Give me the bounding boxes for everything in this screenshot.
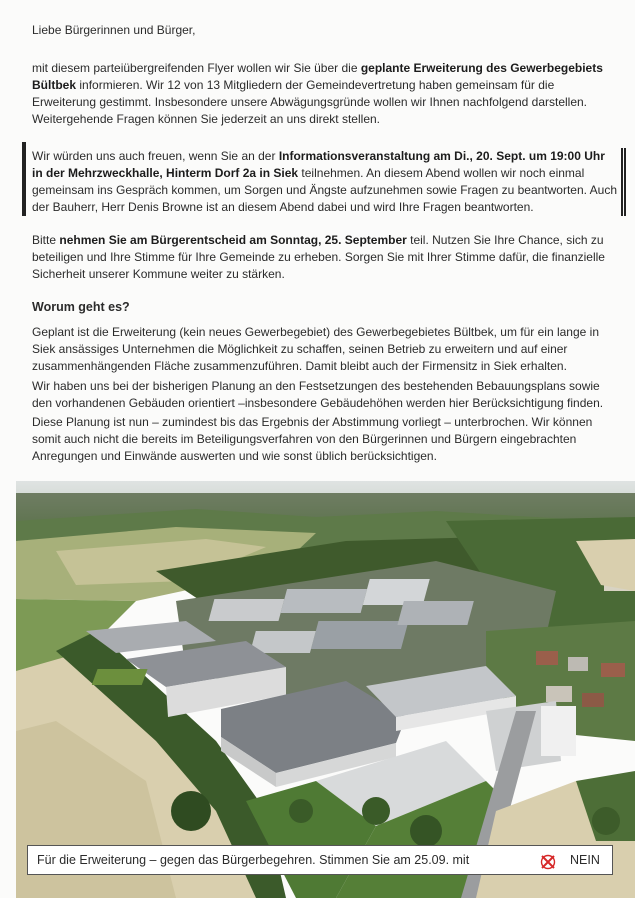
vote-text-c: teil. Nutzen Sie Ihre Chance, sich zu beteiligen und Ihre Stimme für Ihre Gemeinde zu erheben. Sorgen Sie mit Ihrer Stimme dafür, die finanzielle Sicherheit unserer Kommune weiter zu stärken. — [32, 233, 605, 281]
intro-text-a: mit diesem parteiübergreifenden Flyer wollen wir Sie über die — [32, 61, 361, 75]
left-double-bar — [22, 142, 26, 216]
vote-highlight: nehmen Sie am Bürgerentscheid am Sonntag, 25. September — [59, 233, 407, 247]
aerial-rendering-image — [16, 481, 635, 898]
vote-banner — [27, 845, 613, 875]
info-highlight: Informationsveranstaltung am Di., 20. Sept. um 19:00 Uhr in der Mehrzweckhalle, Hinterm Dorf 2a in Siek — [32, 149, 605, 180]
answer-no: NEIN — [570, 853, 600, 867]
cross-mark-icon — [540, 852, 556, 868]
info-text-c: teilnehmen. An diesem Abend wollen wir noch einmal gemeinsam ins Gespräch kommen, um Sorgen und Ängste aufzunehmen sowie Fragen zu beantworten. Auch der Bauherr, Herr Denis Browne ist an diesem Abend dabei und wird Ihre Fragen beantworten. — [32, 166, 617, 214]
intro-paragraph — [32, 60, 616, 128]
salutation: Liebe Bürgerinnen und Bürger, — [32, 23, 196, 37]
intro-text-c: informieren. Wir 12 von 13 Mitgliedern der Gemeindevertretung haben gemeinsam für die Erweiterung gestimmt. Insbesondere unsere Abwägungsgründe wollen wir Ihnen nachfolgend darstellen. Weitergehende Fragen können Sie jederzeit an uns direkt stellen. — [32, 78, 588, 126]
info-text-a: Wir würden uns auch freuen, wenn Sie an der — [32, 149, 279, 163]
section-heading: Worum geht es? — [32, 300, 130, 314]
vote-paragraph — [32, 232, 616, 283]
paragraph-plan: Geplant ist die Erweiterung (kein neues Gewerbegebiet) des Gewerbegebietes Bültbek, um für ein lange in Siek ansässiges Unternehmen die Möglichkeit zu schaffen, seinen Betrieb zu erweitern und auf einer zusammenhängenden Fläche zusammenzuführen. Damit bleibt auch der Firmensitz in Siek erhalten. — [32, 325, 599, 373]
info-paragraph — [32, 148, 618, 216]
banner-text: Für die Erweiterung – gegen das Bürgerbegehren. Stimmen Sie am 25.09. mit — [37, 853, 470, 867]
intro-highlight: geplante Erweiterung des Gewerbegebiets Bültbek — [32, 61, 603, 92]
paragraph-status: Diese Planung ist nun – zumindest bis das Ergebnis der Abstimmung vorliegt – unterbrochen. Wir können somit auch nicht die bereits im Beteiligungsverfahren von den Bürgerinnen und Bürgern eingebrachten Anregungen und Einwände auswerten und wie sonst üblich berücksichtigen. — [32, 415, 593, 463]
right-double-bar — [621, 148, 626, 216]
paragraph-basis: Wir haben uns bei der bisherigen Planung an den Festsetzungen des bestehenden Bebauungsplans sowie den vorhandenen Gebäuden orientiert –insbesondere Gebäudehöhen werden hier Berücksichtigung finden. — [32, 379, 604, 410]
info-event-box — [22, 142, 626, 216]
vote-text-a: Bitte — [32, 233, 60, 247]
